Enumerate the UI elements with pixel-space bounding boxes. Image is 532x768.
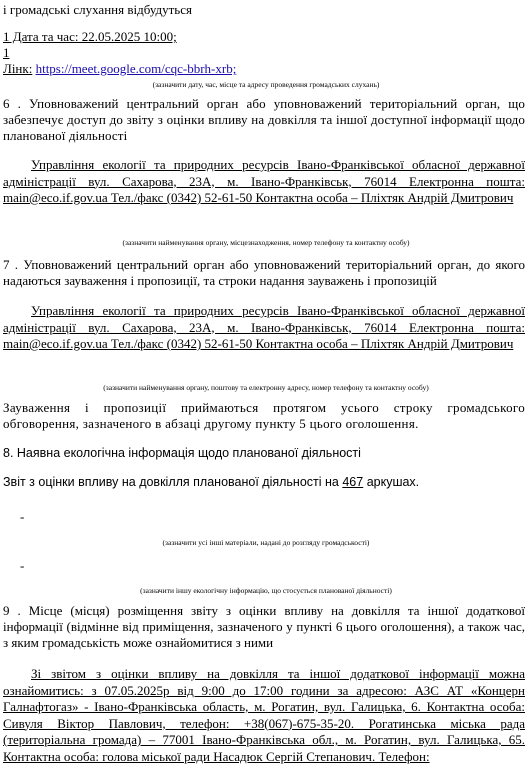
section-7-title: 7 . Уповноважений центральний орган або уповноважений територіальний орган, до якого надаються зауваження і пропозиції, та строки надання зауважень і пропозицій [3, 257, 525, 288]
materials-dash: - [20, 509, 25, 524]
section-7-number: 7 [3, 257, 10, 272]
section-9-number: 9 [3, 603, 10, 618]
link-label: Лінк: [3, 61, 33, 76]
materials-note: (зазначити усі інші матеріали, надані до розгляду громадськості) [162, 538, 370, 547]
section-9-title: 9 . Місце (місця) розміщення звіту з оцінки впливу на довкілля та іншої додаткової інформації (відмінне від приміщення, зазначеного у пункті 6 цього оголошення), а також час, з яким громадськість може ознайомитися з ними [3, 603, 525, 650]
section-7-body: Управління екології та природних ресурсів Івано-Франківської обласної державної адміністрації вул. Сахарова, 23А, м. Івано-Франківськ, 76014 Електронна пошта: main@eco.if.gov.ua Тел./факс (0342) 52-61-50 Контактна особа – Пліхтяк Андрій Дмитрович [3, 303, 525, 351]
hearing-date-line: 1 Дата та час: 22.05.2025 10:00; [3, 29, 177, 44]
hearing-link-row [3, 61, 236, 77]
section-6-note: (зазначити найменування органу, місцезнаходження, номер телефону та контактну особу) [122, 238, 410, 247]
section-6-number: 6 [3, 96, 10, 111]
meeting-link[interactable]: https://meet.google.com/cqc-bbrh-xrb; [35, 61, 237, 76]
section-6-title: 6 . Уповноважений центральний орган або уповноважений територіальний орган, що забезпечує доступ до звіту з оцінки впливу на довкілля та іншої доступної інформації щодо планованої діяльності [3, 96, 525, 143]
section-8-title: 8. Наявна екологічна інформація щодо планованої діяльності [3, 446, 361, 460]
section-6-heading: Уповноважений центральний орган або уповноважений територіальний орган, що забезпечує доступ до звіту з оцінки впливу на довкілля та іншої доступної інформації щодо планованої діяльності [3, 96, 525, 143]
report-suffix: аркушах. [366, 475, 420, 489]
section-7-remarks: Зауваження і пропозиції приймаються протягом усього строку громадського обговорення, зазначеного в абзаці другому пункту 5 цього оголошення. [3, 400, 525, 431]
eco-info-note: (зазначити іншу екологічну інформацію, що стосується планованої діяльності) [140, 586, 392, 595]
section-9-body: Зі звітом з оцінки впливу на довкілля та іншої додаткової інформації можна ознайомитись: з 07.05.2025р від 9:00 до 17:00 години за адресою: АЗС АТ «Концерн Галнафтогаз» - Івано-Франківська область, м. Рогатин, вул. Галицька, 6. Контактна особа: Сивуля Віктор Павлович, телефон: +38(067)-675-35-20. Рогатинська міська рада (територіальна громада) – 77001 Івано-Франківська обл., м. Рогатин, вул. Галицька, 65. Контактна особа: голова міської ради Насадюк Сергій Степанович. Телефон: [3, 666, 525, 764]
section-6-body: Управління екології та природних ресурсів Івано-Франківської обласної державної адміністрації вул. Сахарова, 23А, м. Івано-Франківськ, 76014 Електронна пошта: main@eco.if.gov.ua Тел./факс (0342) 52-61-50 Контактна особа – Пліхтяк Андрій Дмитрович [3, 157, 525, 205]
hearing-note: (зазначити дату, час, місце та адресу проведення громадських слухань) [152, 80, 380, 89]
report-prefix: Звіт з оцінки впливу на довкілля планованої діяльності на [3, 475, 339, 489]
report-pages-count: 467 [342, 475, 364, 489]
section-9-heading: Місце (місця) розміщення звіту з оцінки впливу на довкілля та іншої додаткової інформації (відмінне від приміщення, зазначеного у пункті 6 цього оголошення), а також час, з яким громадськість може ознайомитися з ними [3, 603, 525, 650]
hearings-line: і громадські слухання відбудуться [3, 2, 192, 17]
eco-info-dash: - [20, 558, 25, 573]
section-7-heading: Уповноважений центральний орган або уповноважений територіальний орган, до якого надаються зауваження і пропозиції, та строки надання зауважень і пропозицій [3, 257, 525, 288]
section-8-report-line [3, 474, 419, 490]
hearing-item-number: 1 [3, 45, 10, 60]
section-7-note: (зазначити найменування органу, поштову та електронну адресу, номер телефону та контактну особу) [103, 383, 429, 392]
